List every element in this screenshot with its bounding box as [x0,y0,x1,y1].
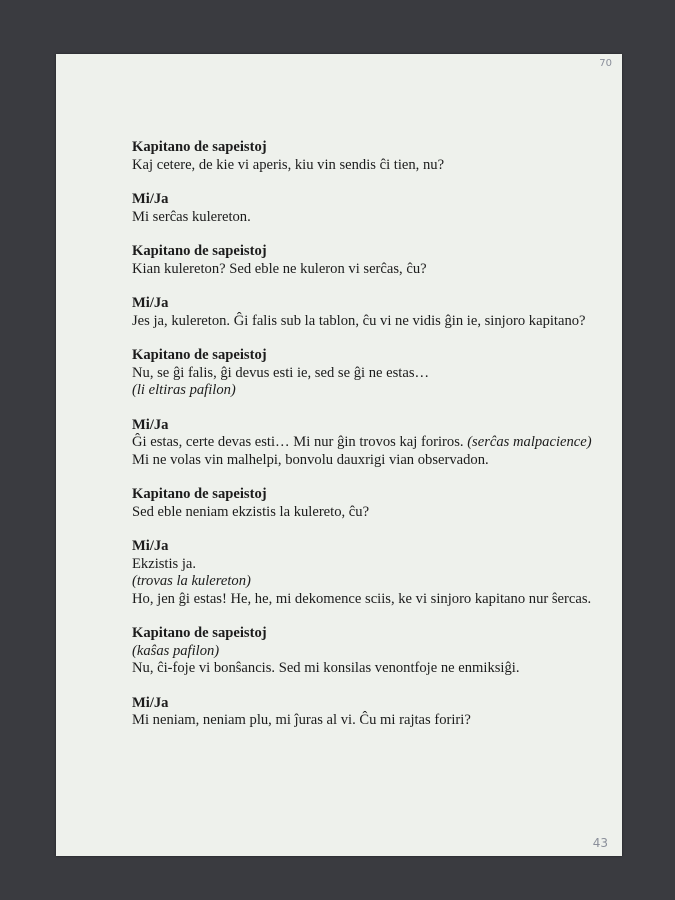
dialogue-line-part: Ĝi estas, certe devas esti… Mi nur ĝin trovos kaj foriros. [132,434,468,450]
dialogue-line [132,434,602,469]
dialogue-block [132,295,602,330]
dialogue-block [132,191,602,226]
speaker-name: Kapitano de sapeistoj [132,625,267,641]
speaker-name: Kapitano de sapeistoj [132,139,267,155]
speaker-name: Mi/Ja [132,538,169,554]
stage-direction: (trovas la kulereton) [132,573,251,589]
dialogue-line: Ekzistis ja. [132,555,197,572]
speaker-name: Kapitano de sapeistoj [132,486,267,502]
speaker-name: Kapitano de sapeistoj [132,347,267,363]
dialogue-line: Mi serĉas kulereton. [132,208,251,225]
dialogue-block [132,695,602,730]
speaker-name: Mi/Ja [132,416,169,433]
dialogue-block [132,243,602,278]
dialogue-block [132,625,602,678]
dialogue-line: Jes ja, kulereton. Ĝi falis sub la tablon, ĉu vi ne vidis ĝin ie, sinjoro kapitano? [132,312,586,329]
stage-direction: (serĉas malpacience) [467,434,592,450]
dialogue-line: Kian kulereton? Sed eble ne kuleron vi serĉas, ĉu? [132,260,427,277]
dialogue-text [132,139,602,747]
dialogue-line: Kaj cetere, de kie vi aperis, kiu vin sendis ĉi tien, nu? [132,156,445,173]
dialogue-block [132,347,602,400]
dialogue-line: Nu, ĉi-foje vi bonŝancis. Sed mi konsilas venontfoje ne enmiksiĝi. [132,660,520,676]
page-number-annotation: 43 [592,836,608,850]
dialogue-block [132,417,602,470]
dialogue-line: Nu, se ĝi falis, ĝi devus esti ie, sed se ĝi ne estas… [132,364,430,381]
speaker-name: Kapitano de sapeistoj [132,243,267,259]
stage-direction: (kaŝas pafilon) [132,642,220,659]
dialogue-line: Sed eble neniam ekzistis la kulereto, ĉu? [132,503,370,520]
document-page [56,54,622,856]
speaker-name: Mi/Ja [132,191,169,207]
speaker-name: Mi/Ja [132,295,169,311]
stage-direction: (li eltiras pafilon) [132,382,236,398]
page-annotation-top: 70 [599,58,612,69]
dialogue-line-part: Mi ne volas vin malhelpi, bonvolu dauxrigi vian observadon. [132,451,489,468]
dialogue-line: Mi neniam, neniam plu, mi ĵuras al vi. Ĉu mi rajtas foriri? [132,712,471,728]
dialogue-line: Ho, jen ĝi estas! He, he, mi dekomence sciis, ke vi sinjoro kapitano nur ŝercas. [132,590,592,607]
dialogue-block [132,486,602,521]
speaker-name: Mi/Ja [132,694,169,711]
dialogue-block [132,538,602,608]
dialogue-block [132,139,602,174]
